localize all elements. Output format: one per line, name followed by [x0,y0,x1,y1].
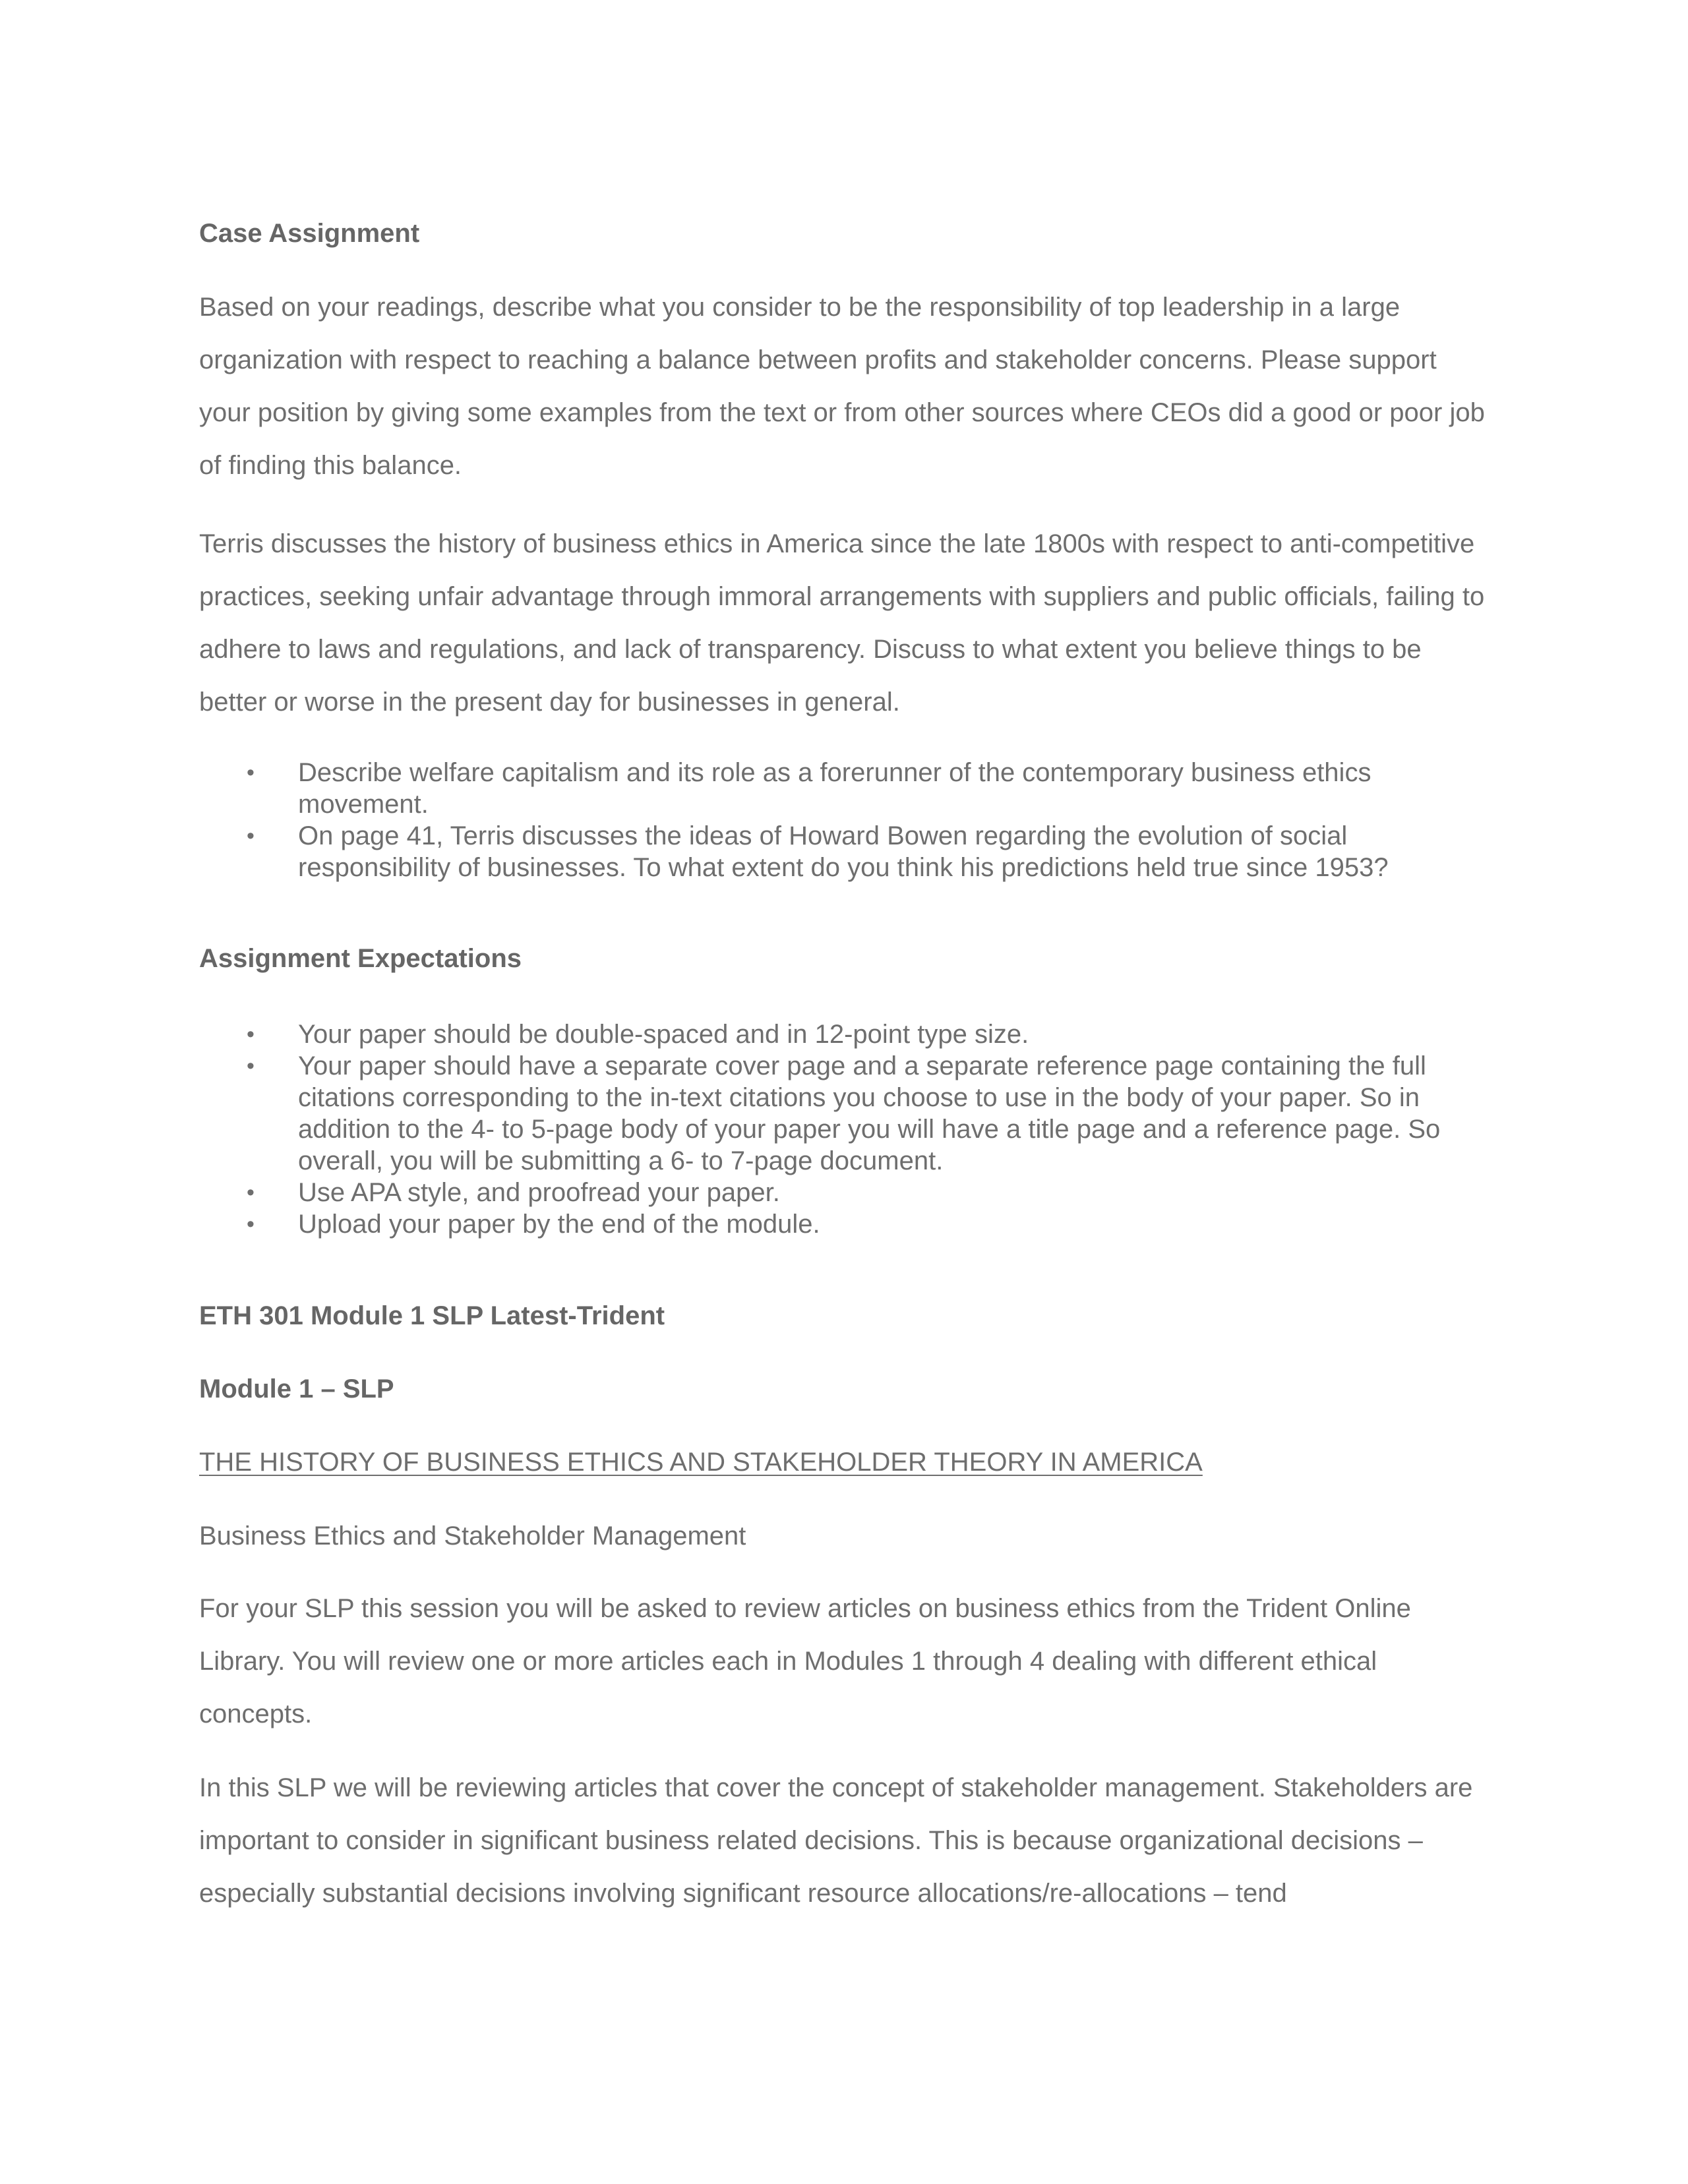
slp-underlined-title: THE HISTORY OF BUSINESS ETHICS AND STAKEHOLDER THEORY IN AMERICA [199,1448,1203,1477]
slp-paragraph-2: In this SLP we will be reviewing articles that cover the concept of stakeholder management. Stakeholders are important to consider in significant business related decisions. This is because organizational decisions – especially substantial decisions involving significant resource allocations/re-allocations – tend [199,1773,1473,1908]
list-item: • Use APA style, and proofread your paper. [247,1178,780,1207]
list-item: • On page 41, Terris discusses the ideas of Howard Bowen regarding the evolution of social responsibility of businesses. To what extent do you think his predictions held true since 1953? [247,821,1389,882]
bullet-icon: • [247,1212,255,1237]
list-item: • Your paper should have a separate cover page and a separate reference page containing the full citations corresponding to the in-text citations you choose to use in the body of your paper. So in addition to the 4- to 5-page body of your paper you will have a title page and a reference page. So overall, you will be submitting a 6- to 7-page document. [247,1051,1441,1175]
case-assignment-paragraph-1: Based on your readings, describe what you consider to be the responsibility of top leadership in a large organization with respect to reaching a balance between profits and stakeholder concerns. Please support your position by giving some examples from the text or from other sources where CEOs did a good or poor job of finding this balance. [199,293,1485,480]
slp-course-heading: ETH 301 Module 1 SLP Latest-Trident [199,1301,665,1330]
case-assignment-paragraph-2: Terris discusses the history of business ethics in America since the late 1800s with respect to anti-competitive practices, seeking unfair advantage through immoral arrangements with suppliers and public officials, failing to adhere to laws and regulations, and lack of transparency. Discuss to what extent you believe things to be better or worse in the present day for businesses in general. [199,529,1485,717]
case-assignment-bullet-list [199,757,1492,883]
slp-module-heading: Module 1 – SLP [199,1374,394,1403]
assignment-expectations-heading: Assignment Expectations [199,944,522,973]
slp-subtitle: Business Ethics and Stakeholder Management [199,1521,746,1550]
bullet-icon: • [247,1022,255,1047]
bullet-icon: • [247,1180,255,1205]
slp-paragraph-1: For your SLP this session you will be asked to review articles on business ethics from the Trident Online Library. You will review one or more articles each in Modules 1 through 4 dealing with different ethical concepts. [199,1594,1411,1728]
bullet-icon: • [247,760,255,785]
list-item: • Describe welfare capitalism and its role as a forerunner of the contemporary business ethics movement. [247,758,1372,819]
list-item: • Your paper should be double-spaced and in 12-point type size. [247,1020,1029,1049]
list-item: • Upload your paper by the end of the module. [247,1210,820,1239]
assignment-expectations-bullet-list [199,1018,1492,1240]
bullet-icon: • [247,823,255,848]
case-assignment-heading: Case Assignment [199,219,420,248]
bullet-icon: • [247,1053,255,1078]
